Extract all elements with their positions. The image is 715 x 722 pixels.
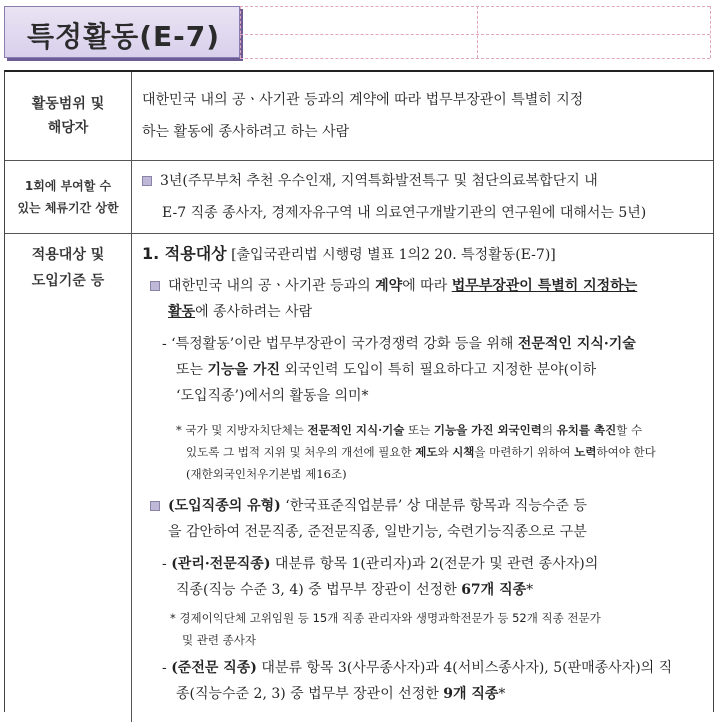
section-heading: 1. 적용대상 [출입국관리법 시행령 별표 1의2 20. 특정활동(E-7)]	[142, 244, 556, 263]
bullet-square-icon	[142, 176, 152, 186]
header-grid-line	[240, 34, 710, 35]
row-label	[5, 161, 132, 233]
content-line: E-7 직종 종사자, 경제자유구역 내 의료연구개발기관의 연구원에 대해서는 5년)	[162, 205, 647, 221]
paragraph-line: 종(직능수준 2, 3) 중 법무부 장관이 선정한 9개 직종*	[176, 686, 506, 702]
row-label-line: 1회에 부여할 수	[24, 179, 112, 193]
table-row-criteria	[5, 234, 713, 714]
footnote-line: * 경제이익단체 고위임원 등 15개 직종 관리자와 생명과학전문가 등 52개 직종 전문가	[170, 611, 601, 625]
paragraph-line: (도입직종의 유형) ‘한국표준직업분류’ 상 대분류 항목과 직능수준 등	[150, 496, 587, 516]
row-content	[132, 234, 712, 714]
paragraph-line: 직종(직능 수준 3, 4) 중 법무부 장관이 선정한 67개 직종*	[176, 582, 534, 598]
bullet-square-icon	[150, 501, 160, 511]
bullet-square-icon	[150, 281, 160, 291]
footnote-line: 및 관련 종사자	[182, 633, 256, 647]
table-row-activity-scope	[5, 72, 713, 161]
content-line: 3년(주무부처 추천 우수인재, 지역특화발전특구 및 첨단의료복합단지 내	[142, 171, 598, 191]
header-grid-line	[710, 6, 711, 58]
paragraph-line: 활동에 종사하려는 사람	[168, 304, 313, 320]
header-grid-line	[240, 6, 241, 58]
info-table	[4, 70, 714, 712]
table-row-stay-period	[5, 161, 713, 234]
row-label	[5, 234, 132, 722]
header-grid-line	[240, 6, 710, 7]
page-title: 특정활동(E-7)	[27, 20, 221, 53]
paragraph-line: - ‘특정활동’이란 법무부장관이 국가경쟁력 강화 등을 위해 전문적인 지식·기술	[162, 336, 636, 352]
content-line: 하는 활동에 종사하려고 하는 사람	[142, 124, 350, 140]
paragraph-line: 대한민국 내의 공ㆍ사기관 등과의 계약에 따라 법무부장관이 특별히 지정하는	[150, 276, 637, 296]
content-line: 대한민국 내의 공ㆍ사기관 등과의 계약에 따라 법무부장관이 특별히 지정	[142, 92, 584, 108]
paragraph-line: - (관리·전문직종) 대분류 항목 1(관리자)과 2(전문가 및 관련 종사자)의	[162, 556, 599, 572]
row-label-line: 도입기준 등	[31, 273, 105, 289]
row-label-line: 있는 체류기간 상한	[17, 201, 119, 215]
paragraph-line: 또는 기능을 가진 외국인력 도입이 특히 필요하다고 지정한 분야(이하	[176, 362, 597, 378]
row-content	[132, 72, 712, 160]
header-grid-line	[477, 6, 478, 58]
paragraph-line: 을 감안하여 전문직종, 준전문직종, 일반기능, 숙련기능직종으로 구분	[168, 524, 587, 540]
row-label	[5, 72, 132, 160]
header-grid-line	[240, 58, 710, 59]
row-label-line: 적용대상 및	[31, 247, 105, 263]
document-header	[0, 0, 715, 68]
paragraph-line: - (준전문 직종) 대분류 항목 3(사무종사자)과 4(서비스종사자), 5(판매종사자)의 직	[162, 660, 673, 676]
row-label-line: 활동범위 및	[31, 96, 105, 112]
footnote-line: 있도록 그 법적 지위 및 처우의 개선에 필요한 제도와 시책을 마련하기 위하여 노력하여야 한다	[186, 445, 656, 459]
row-content	[132, 161, 712, 233]
row-label-line: 해당자	[47, 120, 89, 136]
paragraph-line: ‘도입직종’)에서의 활동을 의미*	[176, 388, 369, 404]
title-box	[4, 6, 240, 58]
footnote-line: * 국가 및 지방자치단체는 전문적인 지식·기술 또는 기능을 가진 외국인력의 유치를 촉진할 수	[176, 423, 643, 437]
footnote-line: (재한외국인처우기본법 제16조)	[186, 467, 347, 481]
